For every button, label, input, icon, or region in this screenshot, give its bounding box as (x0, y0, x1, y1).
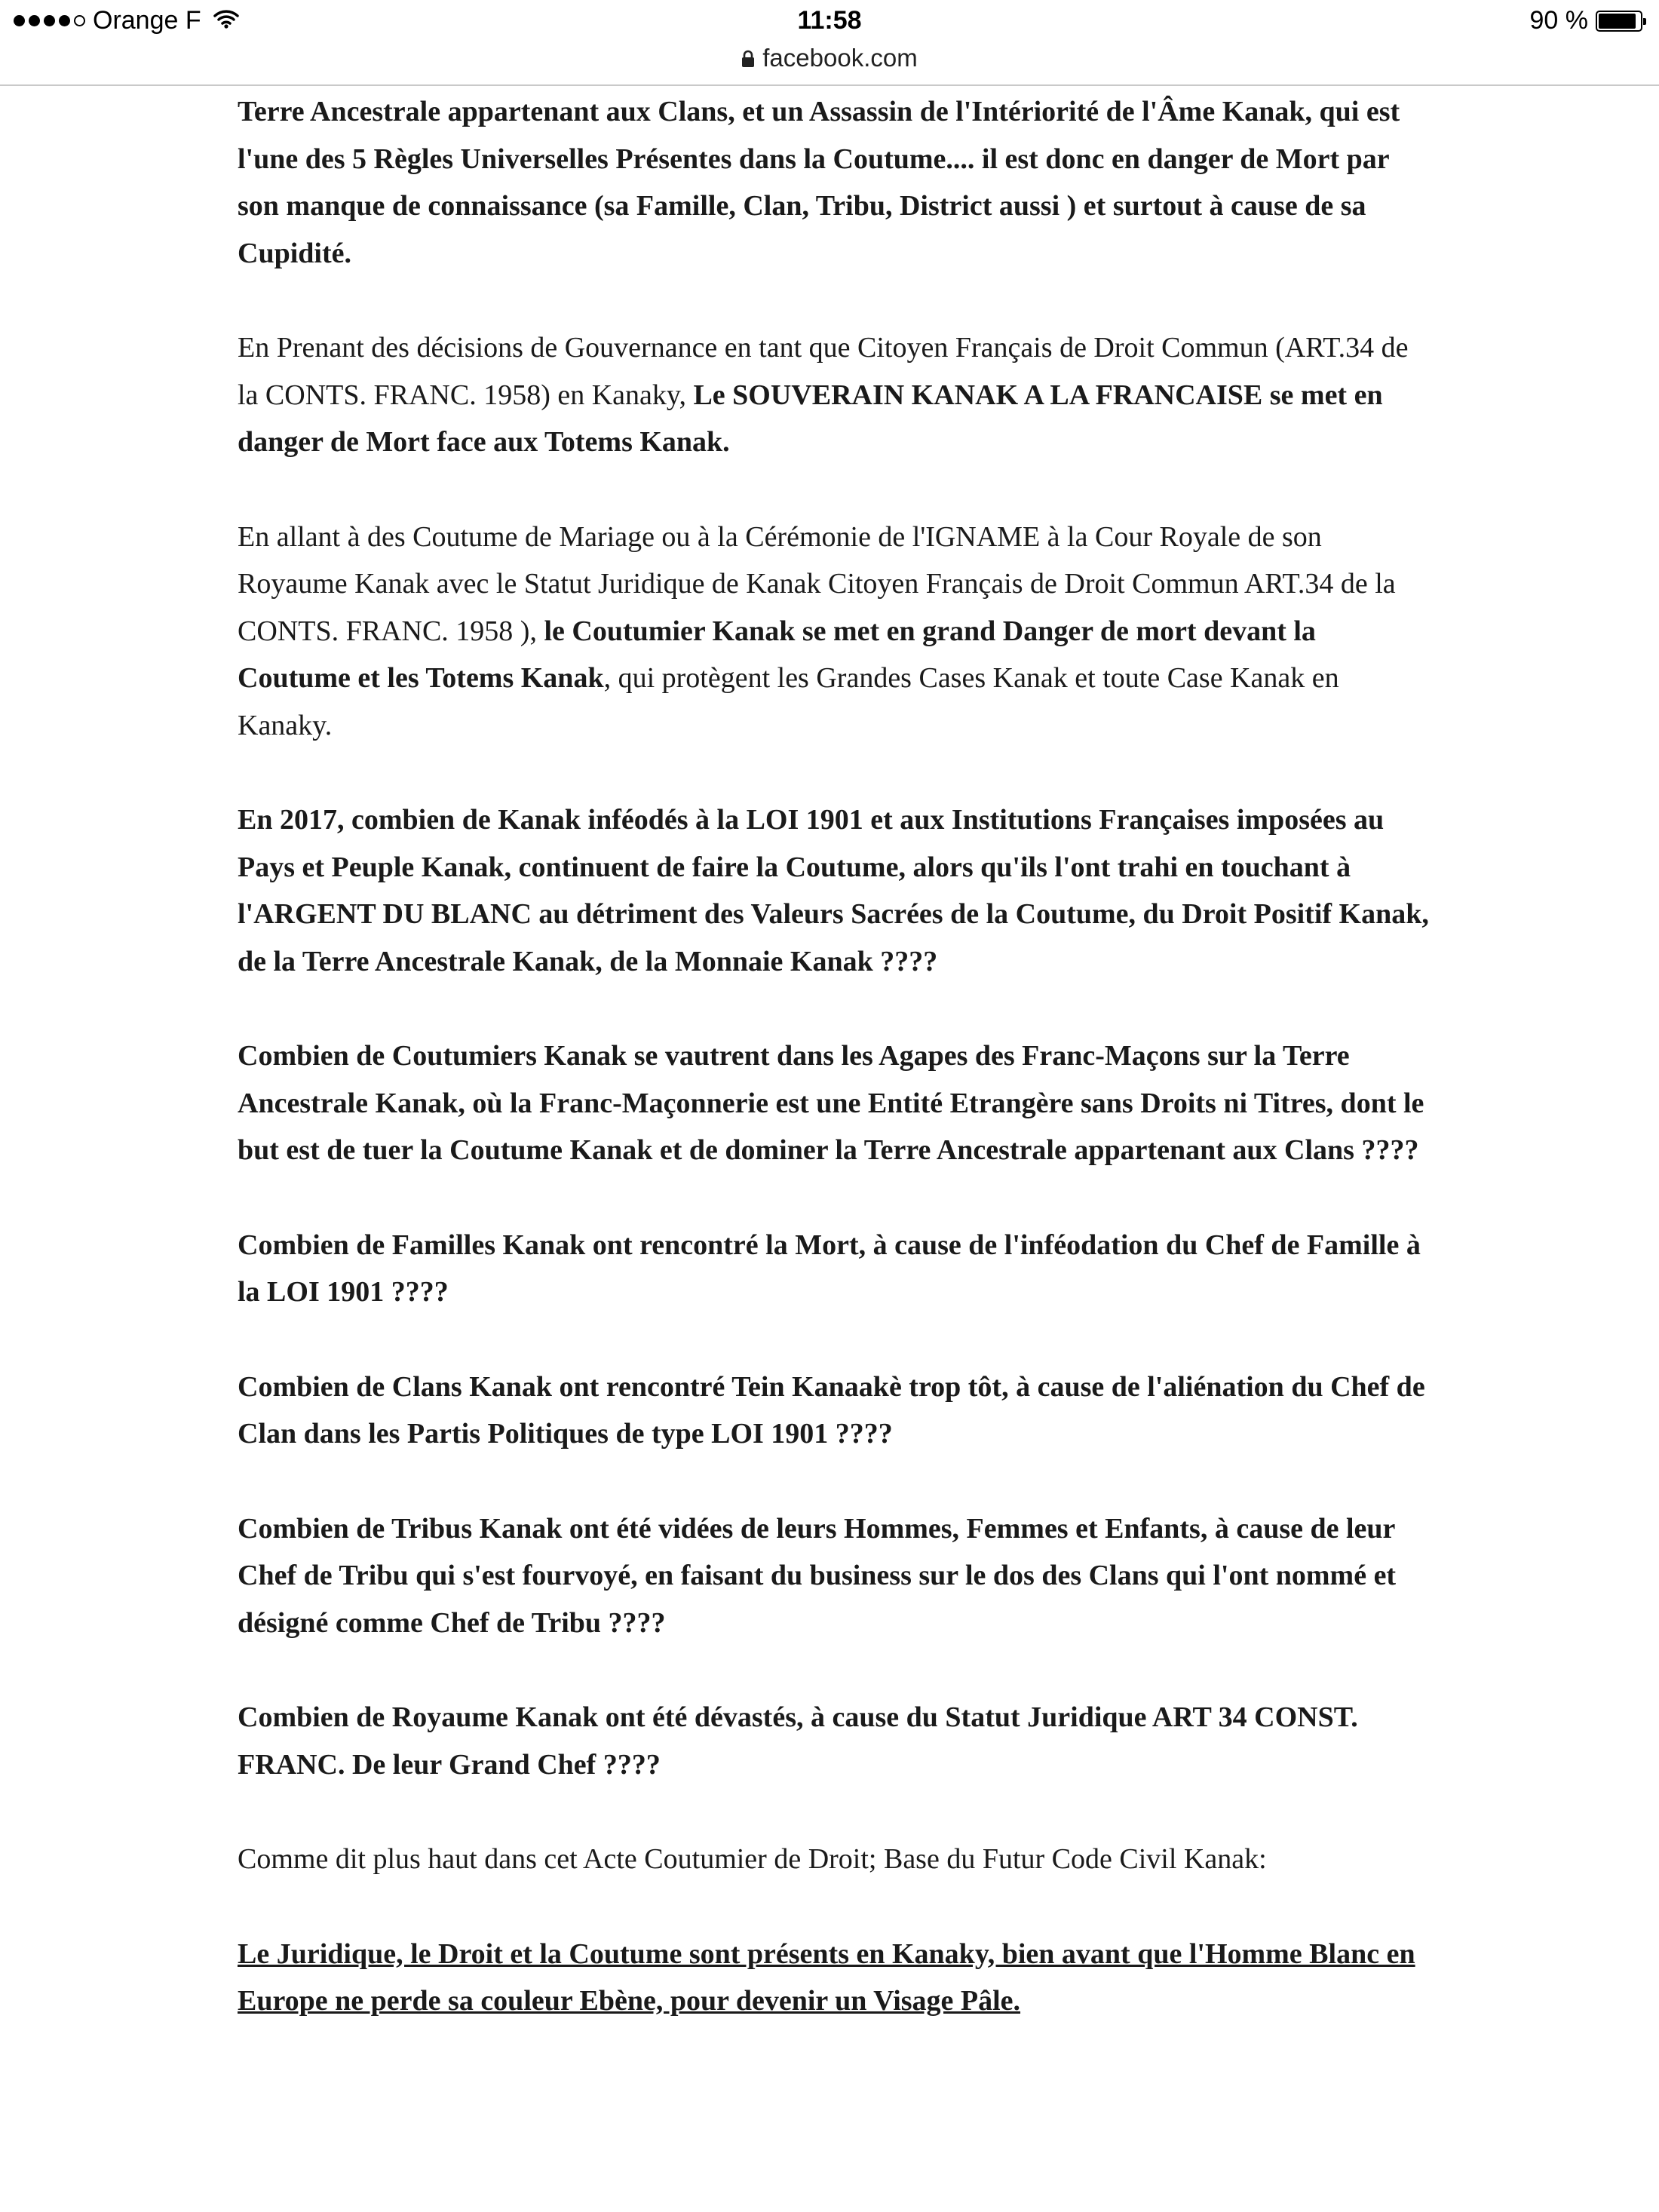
paragraph-7-text: Combien de Clans Kanak ont rencontré Tein Kanaakè trop tôt, à cause de l'aliénation du Chef de Clan dans les Partis Politiques de type LOI 1901 ???? (238, 1370, 1425, 1450)
paragraph-3 (238, 514, 1429, 750)
battery-percentage: 90 % (1529, 6, 1588, 35)
paragraph-11-text: Le Juridique, le Droit et la Coutume sont présents en Kanaky, bien avant que l'Homme Blanc en Europe ne perde sa couleur Ebène, pour devenir un Visage Pâle. (238, 1937, 1415, 2017)
paragraph-11 (238, 1931, 1429, 2025)
address-bar-divider (0, 84, 1659, 86)
paragraph-1 (238, 88, 1429, 277)
paragraph-6-text: Combien de Familles Kanak ont rencontré la Mort, à cause de l'inféodation du Chef de Famille à la LOI 1901 ???? (238, 1229, 1421, 1308)
status-right (1530, 6, 1643, 35)
paragraph-8 (238, 1505, 1429, 1647)
paragraph-10 (238, 1836, 1429, 1883)
paragraph-2-regular: En Prenant des décisions de Gouvernance en tant que Citoyen Français de Droit Commun (ART.34 de la CONTS. FRANC. 1958) en Kanaky, (238, 332, 1409, 411)
article-body (238, 88, 1429, 2072)
paragraph-4-text: En 2017, combien de Kanak inféodés à la LOI 1901 et aux Institutions Françaises imposées au Pays et Peuple Kanak, continuent de faire la Coutume, alors qu'ils l'ont trahi en touchant à l'ARGENT DU BLANC au détriment des Valeurs Sacrées de la Coutume, du Droit Positif Kanak, de la Terre Ancestrale Kanak, de la Monnaie Kanak ???? (238, 804, 1429, 977)
lock-icon (741, 45, 755, 74)
paragraph-6 (238, 1222, 1429, 1316)
paragraph-3-regular-2: , qui protègent les Grandes Cases Kanak et toute Case Kanak en Kanaky. (238, 662, 1339, 741)
paragraph-7 (238, 1364, 1429, 1458)
url-text[interactable]: facebook.com (762, 44, 918, 72)
paragraph-3-regular-1: En allant à des Coutume de Mariage ou à la Cérémonie de l'IGNAME à la Cour Royale de son Royaume Kanak avec le Statut Juridique de Kanak Citoyen Français de Droit Commun ART.34 de la CONTS. FRANC. 1958 ), (238, 520, 1396, 647)
carrier-name: Orange F (93, 6, 201, 35)
address-bar[interactable] (0, 44, 1659, 83)
paragraph-2-bold: Le SOUVERAIN KANAK A LA FRANCAISE se met en danger de Mort face aux Totems Kanak. (238, 379, 1383, 458)
paragraph-1-text: Terre Ancestrale appartenant aux Clans, et un Assassin de l'Intériorité de l'Âme Kanak, qui est l'une des 5 Règles Universelles Présentes dans la Coutume.... il est donc en danger de Mort par son manque de connaissance (sa Famille, Clan, Tribu, District aussi ) et surtout à cause de sa Cupidité. (238, 96, 1400, 269)
paragraph-4 (238, 796, 1429, 985)
paragraph-9-text: Combien de Royaume Kanak ont été dévastés, à cause du Statut Juridique ART 34 CONST. FRANC. De leur Grand Chef ???? (238, 1701, 1358, 1781)
status-bar (0, 0, 1659, 45)
status-time: 11:58 (797, 6, 862, 35)
paragraph-10-text: Comme dit plus haut dans cet Acte Coutumier de Droit; Base du Futur Code Civil Kanak: (238, 1843, 1267, 1875)
battery-icon (1596, 11, 1642, 32)
battery-fill (1599, 14, 1636, 29)
paragraph-2 (238, 324, 1429, 466)
paragraph-8-text: Combien de Tribus Kanak ont été vidées de leurs Hommes, Femmes et Enfants, à cause de leur Chef de Tribu qui s'est fourvoyé, en faisant du business sur le dos des Clans qui l'ont nommé et désigné comme Chef de Tribu ???? (238, 1512, 1397, 1639)
paragraph-5 (238, 1032, 1429, 1174)
paragraph-9 (238, 1694, 1429, 1788)
paragraph-3-bold: le Coutumier Kanak se met en grand Danger de mort devant la Coutume et les Totems Kanak (238, 615, 1316, 694)
paragraph-5-text: Combien de Coutumiers Kanak se vautrent dans les Agapes des Franc-Maçons sur la Terre Ancestrale Kanak, où la Franc-Maçonnerie est une Entité Etrangère sans Droits ni Titres, dont le but est de tuer la Coutume Kanak et de dominer la Terre Ancestrale appartenant aux Clans ???? (238, 1040, 1424, 1166)
